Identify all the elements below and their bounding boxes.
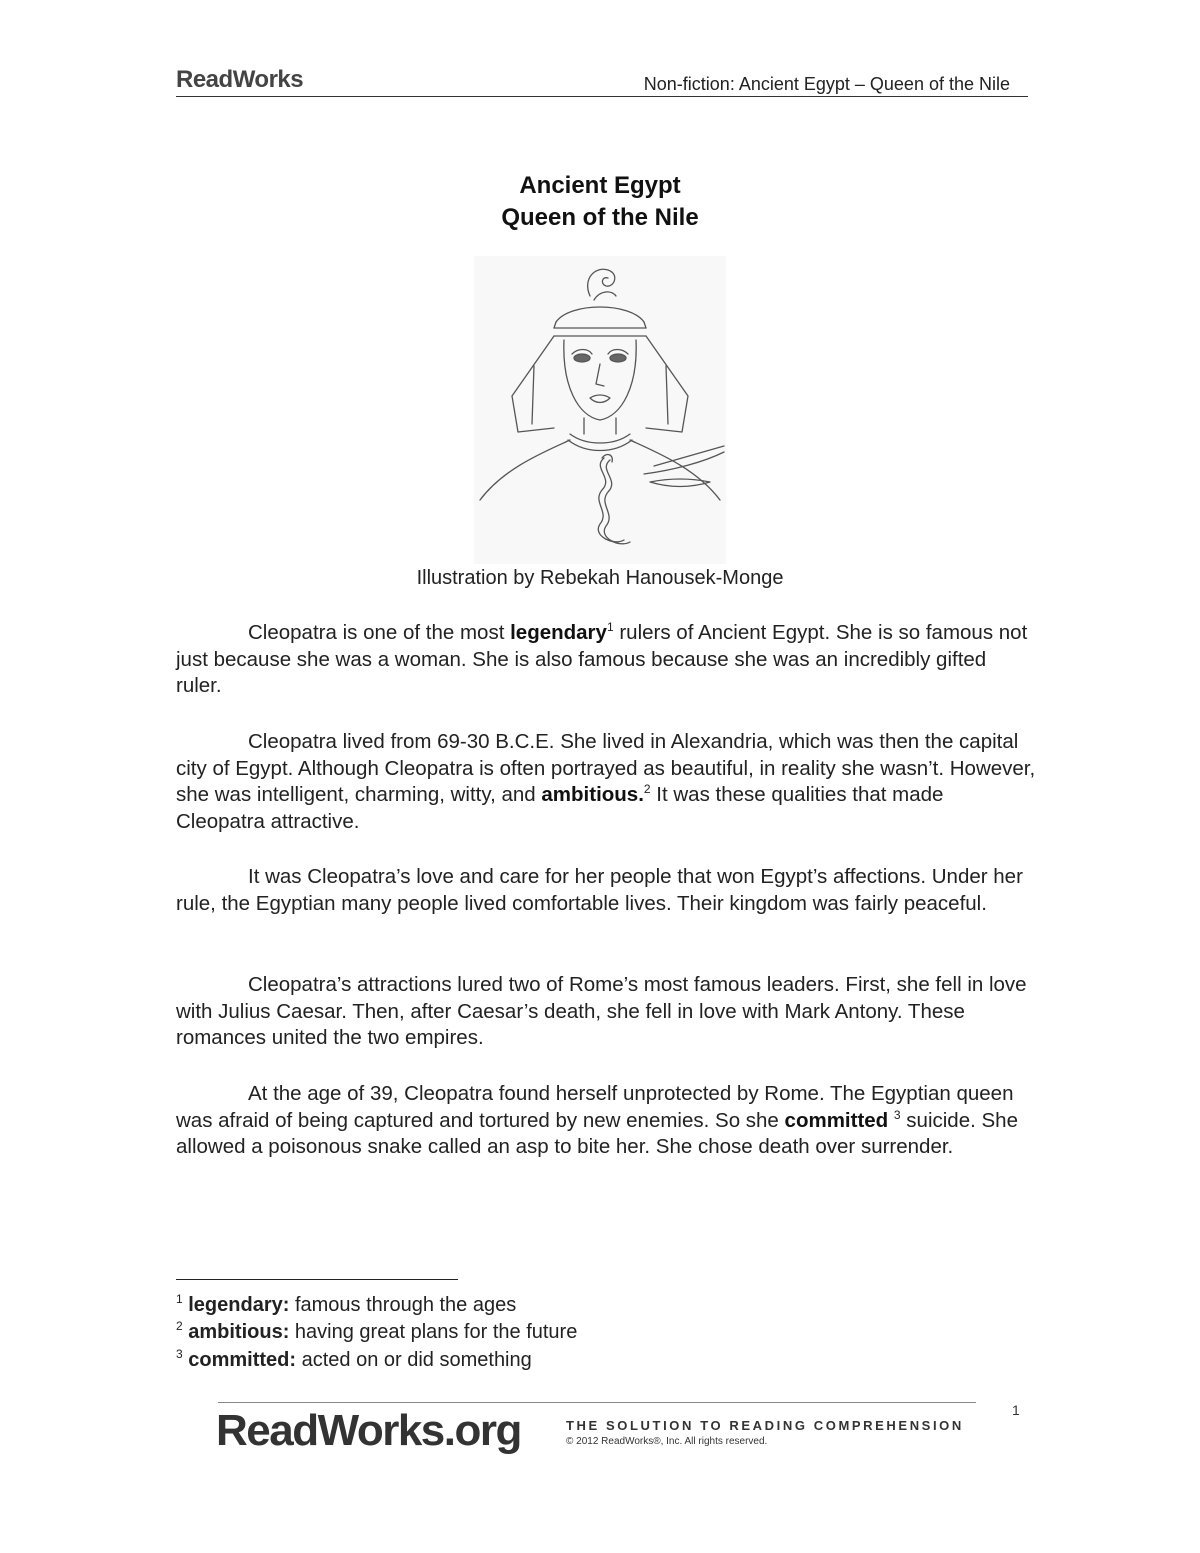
readworks-org-logo: ReadWorks.org (216, 1406, 521, 1455)
header-divider (176, 96, 1028, 97)
vocab-term-ambitious: ambitious. (541, 783, 644, 806)
page-subtitle: Queen of the Nile (501, 204, 699, 231)
footnote-ref-2: 2 (643, 782, 651, 796)
header-subject: Non-fiction: Ancient Egypt – Queen of the Nile (643, 74, 1010, 94)
footnote-1: $^1$ legendary: famous through the ages (176, 1292, 517, 1316)
footnote-divider (176, 1279, 458, 1280)
paragraph-3: It was Cleopatra’s love and care for her people that won Egypt’s affections. Under her rule, the Egyptian many people lived comfortable lives. Their kingdom was fairly peaceful. (176, 865, 1023, 915)
footnote-3: $^3$ committed: acted on or did something (176, 1347, 532, 1371)
footnote-ref-3: 3 (893, 1107, 901, 1122)
vocab-term-legendary: legendary (510, 621, 607, 644)
paragraph-4: Cleopatra’s attractions lured two of Rome’s most famous leaders. First, she fell in love with Julius Caesar. Then, after Caesar’s death, she fell in love with Mark Antony. These romances united the two empires. (176, 973, 1027, 1049)
footnote-2: $^2$ ambitious: having great plans for the future (176, 1319, 578, 1343)
cleopatra-illustration (474, 256, 726, 564)
footnote-ref-1: 1 (606, 620, 614, 634)
page-number: 1 (1012, 1402, 1020, 1418)
page-title: Ancient Egypt (519, 172, 681, 199)
vocab-term-committed: committed (784, 1108, 889, 1132)
footer-divider (218, 1402, 976, 1403)
readworks-logo: ReadWorks (176, 66, 304, 93)
illustration-caption: Illustration by Rebekah Hanousek-Monge (416, 567, 784, 589)
paragraph-1: Cleopatra is one of the most legendary$^1$ rulers of Ancient Egypt. She is so famous not just because she was a woman. She is also famous because she was an incredibly gifted ruler. (176, 620, 1028, 697)
footer-copyright: © 2012 ReadWorks®, Inc. All rights reserved. (566, 1436, 768, 1447)
paragraph-5: At the age of 39, Cleopatra found herself unprotected by Rome. The Egyptian queen was afraid of being captured and tortured by new enemies. So she committed $^3$ suicide. She allowed a poisonous snake called an asp to bite her. She chose death over surrender. (176, 1082, 1018, 1158)
footer-tagline: THE SOLUTION TO READING COMPREHENSION (566, 1418, 964, 1433)
paragraph-2: Cleopatra lived from 69-30 B.C.E. She lived in Alexandria, which was then the capital city of Egypt. Although Cleopatra is often portrayed as beautiful, in reality she wasn’t. However, she was intelligent, charming, witty, and ambitious.$^2$ It was these qualities that made Cleopatra attractive. (176, 730, 1036, 833)
